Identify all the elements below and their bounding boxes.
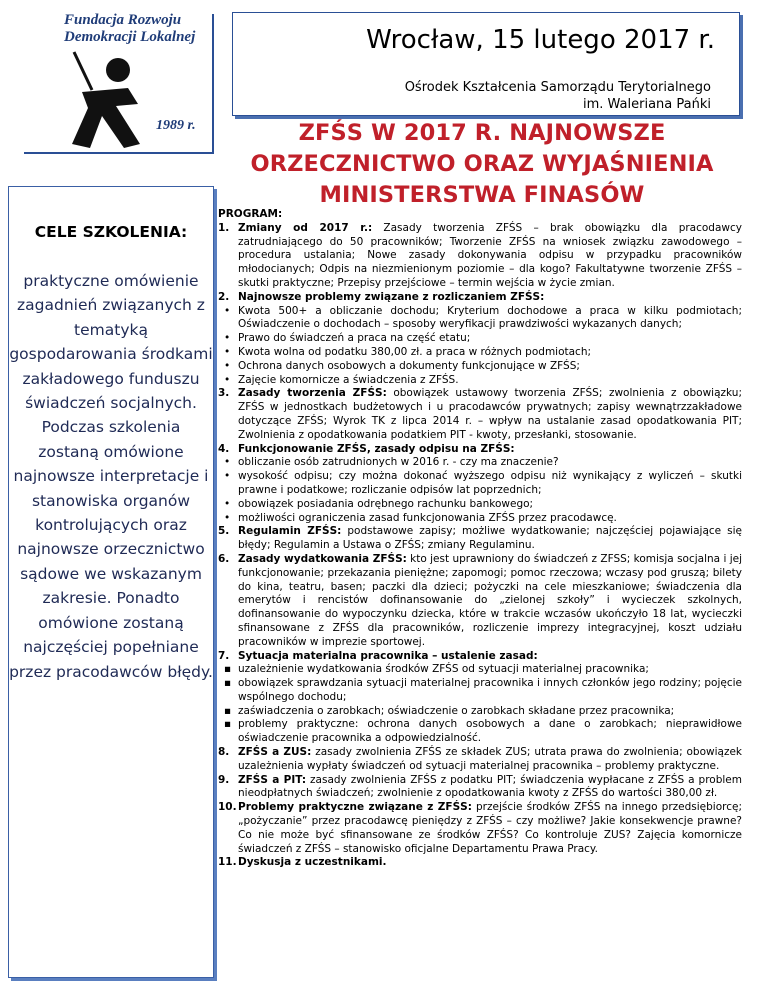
program-label: PROGRAM: [218, 208, 283, 220]
program-subitem [218, 332, 742, 346]
program-item [218, 801, 742, 856]
main-title-line2: ORZECZNICTWO ORAZ WYJAŚNIENIA [250, 151, 714, 177]
logo-divider-vertical [212, 14, 214, 152]
program-item-heading: Problemy praktyczne związane z ZFŚS: [238, 801, 472, 814]
walking-figure-logo-icon [52, 44, 162, 154]
program-item-number: 10. [218, 801, 237, 814]
program-item-heading: Zmiany od 2017 r.: [238, 221, 373, 234]
program-item [218, 553, 742, 650]
program-subitem-text: zaświadczenia o zarobkach; oświadczenie o zarobkach składane przez pracownika; [238, 704, 675, 717]
program-subitem-text: obowiązek sprawdzania sytuacji materialnej pracownika i innych członków jego rodziny; pojęcie wspólnego dochodu; [238, 677, 742, 703]
header-date-place: Wrocław, 15 lutego 2017 r. [366, 25, 715, 55]
training-goals-heading: CELE SZKOLENIA: [34, 223, 188, 241]
bullet-icon: • [224, 373, 231, 386]
bullet-icon: • [224, 456, 231, 469]
header-box [232, 12, 740, 116]
program-subitem-text: Kwota 500+ a obliczanie dochodu; Kryterium dochodowe a praca w kilku podmiotach; Oświadczenie o dochodach – sposoby weryfikacji prawdziwości wykazanych danych; [238, 304, 742, 331]
program-subitem-text: obowiązek posiadania odrębnego rachunku bankowego; [238, 497, 534, 510]
program-item-heading: Dyskusja z uczestnikami. [238, 856, 387, 869]
main-title [226, 118, 738, 211]
bullet-icon: ▪ [224, 718, 232, 731]
bullet-icon: ▪ [224, 663, 232, 676]
training-goals-text: praktyczne omówienie zagadnień związanych z tematyką gospodarowania środkami zakładowego funduszu świadczeń socjalnych. Podczas szkolenia zostaną omówione najnowsze interpretacje i stanowiska organów kontrolujących oraz najnowsze orzecznictwo sądowe we wskazanym zakresie. Ponadto omówione zostaną najczęściej popełniane przez pracodawców błędy. [9, 272, 213, 681]
program-subitem-text: Kwota wolna od podatku 380,00 zł. a praca w różnych podmiotach; [238, 345, 592, 358]
bullet-icon: • [224, 304, 231, 317]
program-item [218, 387, 742, 442]
program-subitem-text: problemy praktyczne: ochrona danych osobowych a dane o zarobkach; nieprawidłowe oświadczenie pracownika a odpowiedzialność. [238, 718, 742, 745]
program-item-text: podstawowe zapisy; możliwe wydatkowanie; najczęściej pojawiające się błędy; Regulamin a Ustawa o ZFŚS; zmiany Regulaminu. [238, 525, 742, 552]
main-title-line3: MINISTERSTWA FINASÓW [319, 182, 645, 208]
program-subitem [218, 346, 742, 360]
program-item-number: 6. [218, 552, 230, 565]
program-item [218, 443, 742, 457]
main-title-line1: ZFŚS W 2017 R. NAJNOWSZE [298, 120, 666, 146]
program-subitem [218, 512, 742, 526]
program-item-heading: Sytuacja materialna pracownika – ustalenie zasad: [238, 649, 538, 662]
program-item-number: 5. [218, 525, 230, 538]
program-subitem [218, 718, 742, 746]
program-item-number: 3. [218, 387, 230, 400]
program-item [218, 746, 742, 774]
program-subitem-text: Zajęcie komornicze a świadczenia z ZFŚS. [238, 373, 459, 386]
organization-logo-text [64, 12, 234, 46]
program-item-text: zasady zwolnienia ZFŚS z podatku PIT; świadczenia wypłacane z ZFŚS a problem nieodpłatnych świadczeń; zwolnienie z opodatkowania kwoty z ZFŚS do wartości 380,00 zł. [238, 773, 742, 800]
program-subitem [218, 677, 742, 705]
program-item-text: przejście środków ZFŚS na innego przedsiębiorcę; „pożyczanie” przez pracodawcę pieniędzy z ZFŚS – czy możliwe? Jakie konsekwencje prawne? Co nie może być sfinansowane ze środków ZFŚS? Co kontroluje ZUS? Zajęcia komornicze świadczeń z ZFŚS – stanowisko oficjalne Departamentu Prawa Pracy. [238, 801, 742, 855]
program-subitem [218, 705, 742, 719]
program-item-text: Zasady tworzenia ZFŚS – brak obowiązku dla pracodawcy zatrudniającego do 50 pracowników; Tworzenie ZFŚS na wniosek związku zawodowego – procedura ustalania; Nowe zasady dokonywania odpisu w przypadku pracowników młodocianych; Odpis na niezmienionym poziomie – dla kogo? Fakultatywne tworzenie ZFŚS – skutki praktyczne; Przepisy przejściowe – termin wejścia w życie zmian. [238, 221, 742, 289]
program-subitem [218, 456, 742, 470]
logo-org-line1: Fundacja Rozwoju [64, 12, 182, 28]
program-item-heading: Zasady tworzenia ZFŚS: [238, 387, 387, 400]
program-subitem [218, 360, 742, 374]
program-item-number: 11. [218, 856, 237, 869]
program-subitem [218, 305, 742, 333]
program-subitem-text: uzależnienie wydatkowania środków ZFŚS od sytuacji materialnej pracownika; [238, 663, 649, 676]
program-subitem-text: wysokość odpisu; czy można dokonać wyższego odpisu niż wynikający z wyliczeń – skutki prawne i podatkowe; rozliczanie odpisów lat poprzednich; [238, 470, 742, 496]
program-item-heading: Funkcjonowanie ZFŚS, zasady odpisu na ZFŚS: [238, 442, 515, 455]
program-list [218, 222, 742, 870]
bullet-icon: • [224, 359, 231, 372]
program-item-heading: Regulamin ZFŚS: [238, 525, 342, 538]
bullet-icon: ▪ [224, 677, 232, 690]
program-subitem-text: obliczanie osób zatrudnionych w 2016 r. - czy ma znaczenie? [238, 456, 559, 469]
program-subitem [218, 374, 742, 388]
logo-org-line2: Demokracji Lokalnej [64, 29, 196, 45]
program-item-number: 4. [218, 442, 230, 455]
logo-year: 1989 r. [156, 118, 196, 133]
program-subitem [218, 498, 742, 512]
program-item-number: 1. [218, 221, 230, 234]
program-item [218, 222, 742, 291]
program-subitem-text: Ochrona danych osobowych a dokumenty funkcjonujące w ZFŚS; [238, 359, 580, 372]
bullet-icon: • [224, 511, 231, 524]
program-item [218, 774, 742, 802]
program-item-text: obowiązek ustawowy tworzenia ZFŚS; zwolnienia z obowiązku; ZFŚS w jednostkach budżetowych i u pracodawców prywatnych; zapisy wewnątrzzakładowe dotyczące ZFŚS; Wyrok TK z lipca 2014 r. – wpływ na ustalanie zasad opodatkowania PIT; Zwolnienia z opodatkowania podatkiem PIT - kwoty, przesłanki, stosowanie. [238, 387, 742, 441]
program-item [218, 291, 742, 305]
bullet-icon: • [224, 497, 231, 510]
logo-divider-horizontal [24, 152, 214, 154]
program-subitem-text: możliwości ograniczenia zasad funkcjonowania ZFŚS przez pracodawcę. [238, 511, 617, 524]
program-section [218, 208, 742, 870]
bullet-icon: ▪ [224, 704, 232, 717]
program-item-number: 7. [218, 649, 230, 662]
training-goals-sidebar [8, 186, 214, 978]
program-subitem [218, 470, 742, 498]
program-item-number: 8. [218, 746, 230, 759]
header-org-line2: im. Waleriana Pańki [582, 97, 711, 112]
header-org-line1: Ośrodek Kształcenia Samorządu Terytorialnego [404, 80, 711, 95]
program-item-text: zasady zwolnienia ZFŚS ze składek ZUS; utrata prawa do zwolnienia; obowiązek uzależnienia wypłaty świadczeń od sytuacji materialnej pracownika – problemy praktyczne. [238, 746, 742, 772]
bullet-icon: • [224, 332, 231, 345]
program-item-text: kto jest uprawniony do świadczeń z ZFSS; komisja socjalna i jej funkcjonowanie; przekazania pieniężne; zapomogi; pomoc rzeczowa; wczasy pod gruszą; bilety do kina, teatru, basen; paczki dla dzieci; pożyczki na cele mieszkaniowe; świadczenia dla emerytów i rencistów dofinansowanie do „zielonej szkoły” i wycieczek szkolnych, dofinansowanie do wypoczynku dziecka, które w trakcie wczasów ukończyło 18 lat, wycieczki sfinansowane z ZFŚS dla pracowników, rozliczenie imprezy integracyjnej, koszt udziału pracowników w imprezie sportowej. [238, 552, 742, 648]
program-item-number: 9. [218, 773, 230, 786]
bullet-icon: • [224, 345, 231, 358]
program-item [218, 525, 742, 553]
program-item-number: 2. [218, 290, 230, 303]
program-item-heading: ZFŚS a PIT: [238, 773, 307, 786]
program-item [218, 856, 742, 870]
program-item-heading: Najnowsze problemy związane z rozliczaniem ZFŚS: [238, 290, 545, 303]
program-item-heading: ZFŚS a ZUS: [238, 746, 312, 759]
program-subitem [218, 663, 742, 677]
program-subitem-text: Prawo do świadczeń a praca na część etatu; [238, 332, 471, 345]
header-organizer [405, 79, 711, 113]
program-item-heading: Zasady wydatkowania ZFŚS: [238, 552, 407, 565]
bullet-icon: • [224, 470, 231, 483]
program-item [218, 650, 742, 664]
